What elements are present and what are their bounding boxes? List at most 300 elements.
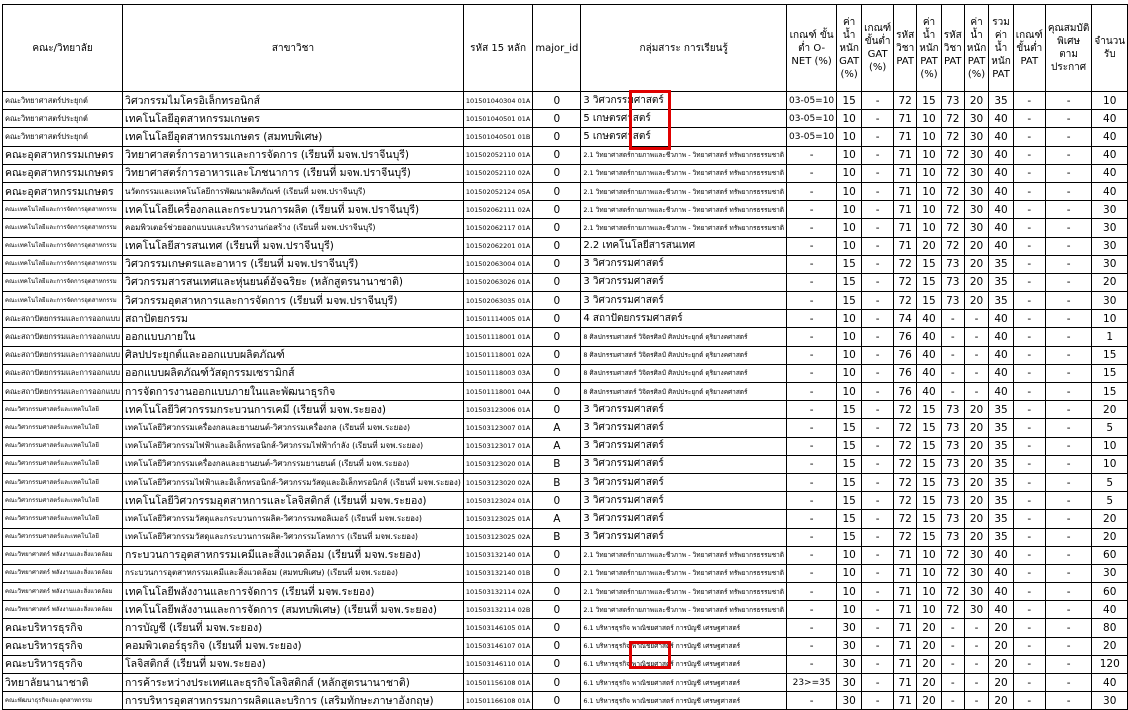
- pat-weight1-cell: 20: [917, 619, 941, 637]
- table-row[interactable]: [3, 146, 1128, 164]
- code15-cell: 101503123007 01A: [463, 419, 532, 437]
- major-cell: เทคโนโลยีเครื่องกลและกระบวนการผลิต (เรียนที่ มจพ.ปราจีนบุรี): [123, 201, 464, 219]
- onet-min-cell: -: [787, 510, 837, 528]
- subject-group-cell: 3 วิศวกรรมศาสตร์: [581, 419, 787, 437]
- onet-min-cell: -: [787, 146, 837, 164]
- pat-weight2-cell: 20: [964, 455, 988, 473]
- gat-min-cell: -: [862, 273, 894, 291]
- subject-group-cell: 6.1 บริหารธุรกิจ พาณิชยศาสตร์ การบัญชี เศรษฐศาสตร์: [581, 692, 787, 710]
- pat-code1-cell: 71: [894, 164, 917, 182]
- quota-cell: 5: [1092, 473, 1128, 491]
- code15-cell: 101503132114 02A: [463, 583, 532, 601]
- table-row[interactable]: [3, 473, 1128, 491]
- pat-total-cell: 35: [989, 528, 1013, 546]
- onet-min-cell: -: [787, 201, 837, 219]
- onet-min-cell: -: [787, 255, 837, 273]
- table-row[interactable]: [3, 219, 1128, 237]
- gat-weight-cell: 10: [837, 310, 862, 328]
- table-row[interactable]: [3, 310, 1128, 328]
- pat-weight2-cell: 30: [964, 164, 988, 182]
- pat-weight2-cell: 20: [964, 273, 988, 291]
- pat-weight1-cell: 40: [917, 383, 941, 401]
- major-id-cell: A: [533, 419, 581, 437]
- pat-min-cell: -: [1013, 528, 1045, 546]
- pat-total-cell: 40: [989, 110, 1013, 128]
- table-row[interactable]: [3, 419, 1128, 437]
- gat-min-cell: -: [862, 182, 894, 200]
- pat-weight1-cell: 15: [917, 473, 941, 491]
- gat-weight-cell: 10: [837, 164, 862, 182]
- gat-weight-cell: 10: [837, 583, 862, 601]
- pat-weight2-cell: 30: [964, 583, 988, 601]
- faculty-cell: คณะอุตสาหกรรมเกษตร: [3, 146, 123, 164]
- special-qual-cell: -: [1045, 546, 1092, 564]
- major-id-cell: 0: [533, 346, 581, 364]
- table-row[interactable]: [3, 655, 1128, 673]
- subject-group-cell: 2.2 เทคโนโลยีสารสนเทศ: [581, 237, 787, 255]
- pat-weight2-cell: 30: [964, 601, 988, 619]
- table-row[interactable]: [3, 164, 1128, 182]
- pat-weight1-cell: 20: [917, 237, 941, 255]
- pat-code2-cell: 73: [941, 401, 964, 419]
- special-qual-header: คุณสมบัติ พิเศษ ตาม ประกาศ: [1045, 5, 1092, 92]
- pat-code1-cell: 72: [894, 455, 917, 473]
- gat-weight-cell: 10: [837, 201, 862, 219]
- quota-cell: 20: [1092, 401, 1128, 419]
- pat-total-cell: 40: [989, 310, 1013, 328]
- pat-weight1-cell: 15: [917, 92, 941, 110]
- major-cell: การค้าระหว่างประเทศและธุรกิจโลจิสติกส์ (หลักสูตรนานาชาติ): [123, 674, 464, 692]
- pat-weight1-cell: 10: [917, 164, 941, 182]
- major-cell: วิทยาศาสตร์การอาหารและโภชนาการ (เรียนที่ มจพ.ปราจีนบุรี): [123, 164, 464, 182]
- gat-min-cell: -: [862, 292, 894, 310]
- pat-total-cell: 35: [989, 92, 1013, 110]
- onet-min-cell: 03-05=10: [787, 92, 837, 110]
- quota-cell: 20: [1092, 528, 1128, 546]
- subject-group-cell: 3 วิศวกรรมศาสตร์: [581, 455, 787, 473]
- subject-group-cell: 2.1 วิทยาศาสตร์กายภาพและชีวภาพ - วิทยาศาสตร์ ทรัพยากรธรรมชาติ: [581, 219, 787, 237]
- major-id-cell: 0: [533, 292, 581, 310]
- table-row[interactable]: [3, 364, 1128, 382]
- faculty-cell: คณะเทคโนโลยีและการจัดการอุตสาหกรรม: [3, 255, 123, 273]
- gat-weight-cell: 15: [837, 273, 862, 291]
- onet-min-cell: 03-05=10: [787, 128, 837, 146]
- code15-cell: 101503146107 01A: [463, 637, 532, 655]
- code15-cell: 101502052124 05A: [463, 182, 532, 200]
- pat-code2-cell: 73: [941, 510, 964, 528]
- table-row[interactable]: [3, 528, 1128, 546]
- quota-cell: 80: [1092, 619, 1128, 637]
- onet-min-cell: -: [787, 692, 837, 710]
- pat-weight1-cell: 10: [917, 583, 941, 601]
- faculty-cell: คณะวิทยาศาสตร์ พลังงานและสิ่งแวดล้อม: [3, 601, 123, 619]
- gat-weight-cell: 15: [837, 437, 862, 455]
- table-row[interactable]: [3, 455, 1128, 473]
- gat-min-cell: -: [862, 674, 894, 692]
- major-cell: เทคโนโลยีพลังงานและการจัดการ (สมทบพิเศษ) (เรียนที่ มจพ.ระยอง): [123, 601, 464, 619]
- pat-weight2-cell: 20: [964, 528, 988, 546]
- pat-total-cell: 40: [989, 383, 1013, 401]
- quota-cell: 15: [1092, 346, 1128, 364]
- table-row[interactable]: [3, 328, 1128, 346]
- pat-weight2-cell: 20: [964, 510, 988, 528]
- pat-code1-cell: 71: [894, 655, 917, 673]
- faculty-cell: คณะเทคโนโลยีและการจัดการอุตสาหกรรม: [3, 201, 123, 219]
- pat-weight1-cell: 15: [917, 255, 941, 273]
- table-row[interactable]: [3, 619, 1128, 637]
- gat-min-cell: -: [862, 364, 894, 382]
- major-id-cell: 0: [533, 128, 581, 146]
- pat-code2-cell: 73: [941, 419, 964, 437]
- major-cell: ออกแบบผลิตภัณฑ์วัสดุกรรมเซรามิกส์: [123, 364, 464, 382]
- major-id-cell: 0: [533, 146, 581, 164]
- subject-group-cell: 3 วิศวกรรมศาสตร์: [581, 492, 787, 510]
- pat-weight2-cell: 30: [964, 146, 988, 164]
- pat-min-cell: -: [1013, 364, 1045, 382]
- pat-weight1-cell: 10: [917, 601, 941, 619]
- subject-group-cell: 3 วิศวกรรมศาสตร์: [581, 437, 787, 455]
- onet-min-cell: -: [787, 383, 837, 401]
- major-cell: เทคโนโลยีวิศวกรรมไฟฟ้าและอิเล็กทรอนิกส์-วิศวกรรมวัสดุและอิเล็กทรอนิกส์ (เรียนที่ มจพ.ระยอง): [123, 473, 464, 491]
- code15-cell: 101503123024 01A: [463, 492, 532, 510]
- pat-min-cell: -: [1013, 237, 1045, 255]
- pat-total-cell: 20: [989, 674, 1013, 692]
- code15-cell: 101503123025 01A: [463, 510, 532, 528]
- pat-code2-cell: 72: [941, 564, 964, 582]
- pat-min-cell: -: [1013, 346, 1045, 364]
- major-cell: เทคโนโลยีวิศวกรรมเครื่องกลและยานยนต์-วิศวกรรมยานยนต์ (เรียนที่ มจพ.ระยอง): [123, 455, 464, 473]
- special-qual-cell: -: [1045, 201, 1092, 219]
- pat-min-cell: -: [1013, 110, 1045, 128]
- table-row[interactable]: [3, 383, 1128, 401]
- pat-weight2-cell: -: [964, 619, 988, 637]
- major-id-cell: 0: [533, 692, 581, 710]
- table-row[interactable]: [3, 510, 1128, 528]
- faculty-cell: คณะวิศวกรรมศาสตร์และเทคโนโลยี: [3, 401, 123, 419]
- quota-cell: 60: [1092, 583, 1128, 601]
- table-row[interactable]: [3, 182, 1128, 200]
- pat-code1-cell: 71: [894, 601, 917, 619]
- pat-weight2-cell: -: [964, 637, 988, 655]
- pat-min-cell: -: [1013, 564, 1045, 582]
- gat-weight-cell: 10: [837, 383, 862, 401]
- code15-cell: 101501040501 01B: [463, 128, 532, 146]
- onet-min-cell: -: [787, 564, 837, 582]
- major-id-cell: 0: [533, 383, 581, 401]
- onet-min-header: เกณฑ์ ขั้นต่ำ O-NET (%): [787, 5, 837, 92]
- major-cell: ออกแบบภายใน: [123, 328, 464, 346]
- special-qual-cell: -: [1045, 637, 1092, 655]
- major-id-cell: A: [533, 437, 581, 455]
- quota-cell: 20: [1092, 637, 1128, 655]
- table-row[interactable]: [3, 492, 1128, 510]
- special-qual-cell: -: [1045, 601, 1092, 619]
- special-qual-cell: -: [1045, 346, 1092, 364]
- onet-min-cell: -: [787, 637, 837, 655]
- faculty-cell: คณะวิทยาศาสตร์ พลังงานและสิ่งแวดล้อม: [3, 583, 123, 601]
- onet-min-cell: -: [787, 346, 837, 364]
- pat-weight1-cell: 15: [917, 528, 941, 546]
- pat-code2-cell: 73: [941, 437, 964, 455]
- gat-min-cell: -: [862, 510, 894, 528]
- major-id-cell: 0: [533, 92, 581, 110]
- code15-cell: 101501114005 01A: [463, 310, 532, 328]
- gat-min-cell: -: [862, 455, 894, 473]
- pat-min-cell: -: [1013, 674, 1045, 692]
- onet-min-cell: -: [787, 310, 837, 328]
- onet-min-cell: -: [787, 546, 837, 564]
- subject-group-cell: 3 วิศวกรรมศาสตร์: [581, 401, 787, 419]
- table-row[interactable]: [3, 273, 1128, 291]
- faculty-cell: คณะวิศวกรรมศาสตร์และเทคโนโลยี: [3, 492, 123, 510]
- quota-cell: 40: [1092, 164, 1128, 182]
- table-body: [3, 92, 1128, 710]
- table-row[interactable]: [3, 601, 1128, 619]
- gat-weight-cell: 15: [837, 492, 862, 510]
- gat-weight-cell: 10: [837, 146, 862, 164]
- major-id-cell: 0: [533, 619, 581, 637]
- pat-weight2-cell: 30: [964, 546, 988, 564]
- gat-min-cell: -: [862, 346, 894, 364]
- table-row[interactable]: [3, 292, 1128, 310]
- table-row[interactable]: [3, 692, 1128, 710]
- pat-total-cell: 40: [989, 328, 1013, 346]
- pat-code1-cell: 71: [894, 237, 917, 255]
- quota-cell: 10: [1092, 92, 1128, 110]
- pat-code1-cell: 71: [894, 637, 917, 655]
- faculty-cell: คณะวิศวกรรมศาสตร์และเทคโนโลยี: [3, 455, 123, 473]
- gat-weight-cell: 15: [837, 473, 862, 491]
- table-row[interactable]: [3, 346, 1128, 364]
- code15-cell: 101503123006 01A: [463, 401, 532, 419]
- quota-cell: 10: [1092, 455, 1128, 473]
- gat-weight-cell: 30: [837, 674, 862, 692]
- major-cell: เทคโนโลยีวิศวกรรมวัสดุและกระบวนการผลิต-วิศวกรรมพอลิเมอร์ (เรียนที่ มจพ.ระยอง): [123, 510, 464, 528]
- onet-min-cell: -: [787, 601, 837, 619]
- subject-group-cell: 2.1 วิทยาศาสตร์กายภาพและชีวภาพ - วิทยาศาสตร์ ทรัพยากรธรรมชาติ: [581, 564, 787, 582]
- faculty-cell: คณะเทคโนโลยีและการจัดการอุตสาหกรรม: [3, 219, 123, 237]
- pat-weight2-cell: -: [964, 655, 988, 673]
- table-row[interactable]: [3, 637, 1128, 655]
- pat-total-cell: 40: [989, 601, 1013, 619]
- table-row[interactable]: [3, 674, 1128, 692]
- pat-min-cell: -: [1013, 546, 1045, 564]
- pat-weight2-cell: 30: [964, 201, 988, 219]
- subject-group-cell: 3 วิศวกรรมศาสตร์: [581, 292, 787, 310]
- gat-min-cell: -: [862, 201, 894, 219]
- faculty-cell: คณะบริหารธุรกิจ: [3, 655, 123, 673]
- pat-code2-cell: -: [941, 310, 964, 328]
- special-qual-cell: -: [1045, 273, 1092, 291]
- quota-cell: 30: [1092, 201, 1128, 219]
- major-id-cell: 0: [533, 164, 581, 182]
- faculty-cell: คณะเทคโนโลยีและการจัดการอุตสาหกรรม: [3, 273, 123, 291]
- faculty-cell: คณะอุตสาหกรรมเกษตร: [3, 182, 123, 200]
- special-qual-cell: -: [1045, 328, 1092, 346]
- pat-weight1-cell: 10: [917, 146, 941, 164]
- gat-weight-cell: 10: [837, 182, 862, 200]
- pat-code1-cell: 71: [894, 110, 917, 128]
- code15-cell: 101501118001 02A: [463, 346, 532, 364]
- table-row[interactable]: [3, 201, 1128, 219]
- subject-group-cell: 2.1 วิทยาศาสตร์กายภาพและชีวภาพ - วิทยาศาสตร์ ทรัพยากรธรรมชาติ: [581, 546, 787, 564]
- pat-min-cell: -: [1013, 692, 1045, 710]
- pat-code2-cell: 72: [941, 128, 964, 146]
- major-cell: วิศวกรรมเกษตรและอาหาร (เรียนที่ มจพ.ปราจีนบุรี): [123, 255, 464, 273]
- pat-weight1-cell: 15: [917, 419, 941, 437]
- major-cell: เทคโนโลยีวิศวกรรมไฟฟ้าและอิเล็กทรอนิกส์-วิศวกรรมไฟฟ้ากำลัง (เรียนที่ มจพ.ระยอง): [123, 437, 464, 455]
- pat-weight2-cell: -: [964, 692, 988, 710]
- gat-min-cell: -: [862, 637, 894, 655]
- onet-min-cell: -: [787, 364, 837, 382]
- special-qual-cell: -: [1045, 528, 1092, 546]
- pat-code1-cell: 72: [894, 510, 917, 528]
- pat-weight2-cell: 20: [964, 401, 988, 419]
- table-row[interactable]: [3, 546, 1128, 564]
- subject-group-cell: 2.1 วิทยาศาสตร์กายภาพและชีวภาพ - วิทยาศาสตร์ ทรัพยากรธรรมชาติ: [581, 164, 787, 182]
- table-row[interactable]: [3, 92, 1128, 110]
- pat-weight1-cell: 10: [917, 182, 941, 200]
- quota-cell: 60: [1092, 546, 1128, 564]
- faculty-cell: คณะบริหารธุรกิจ: [3, 637, 123, 655]
- pat-code2-cell: -: [941, 346, 964, 364]
- subject-group-cell: 3 วิศวกรรมศาสตร์: [581, 528, 787, 546]
- gat-weight-header: ค่า น้ำหนัก GAT (%): [837, 5, 862, 92]
- pat-total-cell: 35: [989, 455, 1013, 473]
- major-cell: เทคโนโลยีอุตสาหกรรมเกษตร: [123, 110, 464, 128]
- special-qual-cell: -: [1045, 510, 1092, 528]
- special-qual-cell: -: [1045, 492, 1092, 510]
- gat-min-cell: -: [862, 146, 894, 164]
- subject-group-cell: 5 เกษตรศาสตร์: [581, 110, 787, 128]
- onet-min-cell: -: [787, 273, 837, 291]
- faculty-cell: คณะสถาปัตยกรรมและการออกแบบ: [3, 328, 123, 346]
- gat-weight-cell: 10: [837, 346, 862, 364]
- subject-group-header: กลุ่มสาระ การเรียนรู้: [581, 5, 787, 92]
- quota-cell: 10: [1092, 310, 1128, 328]
- subject-group-cell: 2.1 วิทยาศาสตร์กายภาพและชีวภาพ - วิทยาศาสตร์ ทรัพยากรธรรมชาติ: [581, 146, 787, 164]
- pat-code1-cell: 71: [894, 219, 917, 237]
- gat-weight-cell: 10: [837, 328, 862, 346]
- pat-code1-cell: 71: [894, 201, 917, 219]
- quota-cell: 20: [1092, 510, 1128, 528]
- pat-code2-cell: 73: [941, 492, 964, 510]
- pat-code1-cell: 71: [894, 146, 917, 164]
- gat-min-cell: -: [862, 128, 894, 146]
- pat-total-cell: 35: [989, 510, 1013, 528]
- subject-group-cell: 2.1 วิทยาศาสตร์กายภาพและชีวภาพ - วิทยาศาสตร์ ทรัพยากรธรรมชาติ: [581, 201, 787, 219]
- table-row[interactable]: [3, 110, 1128, 128]
- pat-weight2-cell: 30: [964, 182, 988, 200]
- special-qual-cell: -: [1045, 92, 1092, 110]
- onet-min-cell: -: [787, 292, 837, 310]
- table-row[interactable]: [3, 128, 1128, 146]
- special-qual-cell: -: [1045, 146, 1092, 164]
- pat-code1-cell: 72: [894, 292, 917, 310]
- major-id-cell: 0: [533, 364, 581, 382]
- gat-weight-cell: 10: [837, 219, 862, 237]
- special-qual-cell: -: [1045, 110, 1092, 128]
- table-row[interactable]: [3, 255, 1128, 273]
- pat-min-cell: -: [1013, 328, 1045, 346]
- faculty-cell: คณะบริหารธุรกิจ: [3, 619, 123, 637]
- pat-code2-cell: 73: [941, 455, 964, 473]
- pat-code2-cell: 73: [941, 473, 964, 491]
- table-row[interactable]: [3, 401, 1128, 419]
- pat-min-cell: -: [1013, 255, 1045, 273]
- special-qual-cell: -: [1045, 419, 1092, 437]
- code15-cell: 101502063026 01A: [463, 273, 532, 291]
- pat-weight2-cell: 20: [964, 292, 988, 310]
- table-row[interactable]: [3, 564, 1128, 582]
- pat-weight2-cell: -: [964, 674, 988, 692]
- pat-min-cell: -: [1013, 128, 1045, 146]
- header-row: [3, 5, 1128, 92]
- pat-min-cell: -: [1013, 419, 1045, 437]
- gat-min-header: เกณฑ์ ขั้นต่ำ GAT (%): [862, 5, 894, 92]
- table-row[interactable]: [3, 437, 1128, 455]
- onet-min-cell: -: [787, 619, 837, 637]
- major-id-cell: 0: [533, 637, 581, 655]
- pat-code2-cell: -: [941, 619, 964, 637]
- code15-cell: 101503123020 01A: [463, 455, 532, 473]
- gat-min-cell: -: [862, 92, 894, 110]
- table-row[interactable]: [3, 583, 1128, 601]
- faculty-cell: คณะวิศวกรรมศาสตร์และเทคโนโลยี: [3, 528, 123, 546]
- subject-group-cell: 6.1 บริหารธุรกิจ พาณิชยศาสตร์ การบัญชี เศรษฐศาสตร์: [581, 655, 787, 673]
- pat-weight1-cell: 40: [917, 364, 941, 382]
- pat-code2-cell: 72: [941, 237, 964, 255]
- onet-min-cell: -: [787, 473, 837, 491]
- major-id-cell: A: [533, 510, 581, 528]
- major-id-cell: 0: [533, 237, 581, 255]
- code15-cell: 101503132140 01A: [463, 546, 532, 564]
- major-id-cell: B: [533, 528, 581, 546]
- gat-weight-cell: 15: [837, 419, 862, 437]
- pat-total-cell: 40: [989, 182, 1013, 200]
- pat-weight1-cell: 15: [917, 292, 941, 310]
- pat-weight1-cell: 15: [917, 492, 941, 510]
- faculty-cell: คณะวิทยาศาสตร์ พลังงานและสิ่งแวดล้อม: [3, 564, 123, 582]
- table-row[interactable]: [3, 237, 1128, 255]
- quota-cell: 15: [1092, 364, 1128, 382]
- pat-code2-cell: 72: [941, 583, 964, 601]
- pat-code1-cell: 71: [894, 619, 917, 637]
- gat-weight-cell: 15: [837, 255, 862, 273]
- gat-min-cell: -: [862, 473, 894, 491]
- code15-cell: 101502063035 01A: [463, 292, 532, 310]
- major-id-header: major_id: [533, 5, 581, 92]
- major-id-cell: 0: [533, 310, 581, 328]
- code15-header: รหัส 15 หลัก: [463, 5, 532, 92]
- pat-total-cell: 40: [989, 164, 1013, 182]
- special-qual-cell: -: [1045, 128, 1092, 146]
- code15-cell: 101501040501 01A: [463, 110, 532, 128]
- pat-weight1-header: ค่า น้ำหนัก PAT (%): [917, 5, 941, 92]
- faculty-cell: คณะสถาปัตยกรรมและการออกแบบ: [3, 364, 123, 382]
- pat-code2-cell: 73: [941, 292, 964, 310]
- quota-cell: 40: [1092, 128, 1128, 146]
- pat-total-cell: 40: [989, 564, 1013, 582]
- onet-min-cell: 03-05=10: [787, 110, 837, 128]
- onet-min-cell: -: [787, 401, 837, 419]
- code15-cell: 101503123025 02A: [463, 528, 532, 546]
- pat-min-cell: -: [1013, 219, 1045, 237]
- code15-cell: 101501118001 01A: [463, 328, 532, 346]
- pat-weight1-cell: 20: [917, 674, 941, 692]
- quota-cell: 40: [1092, 110, 1128, 128]
- major-cell: เทคโนโลยีสารสนเทศ (เรียนที่ มจพ.ปราจีนบุรี): [123, 237, 464, 255]
